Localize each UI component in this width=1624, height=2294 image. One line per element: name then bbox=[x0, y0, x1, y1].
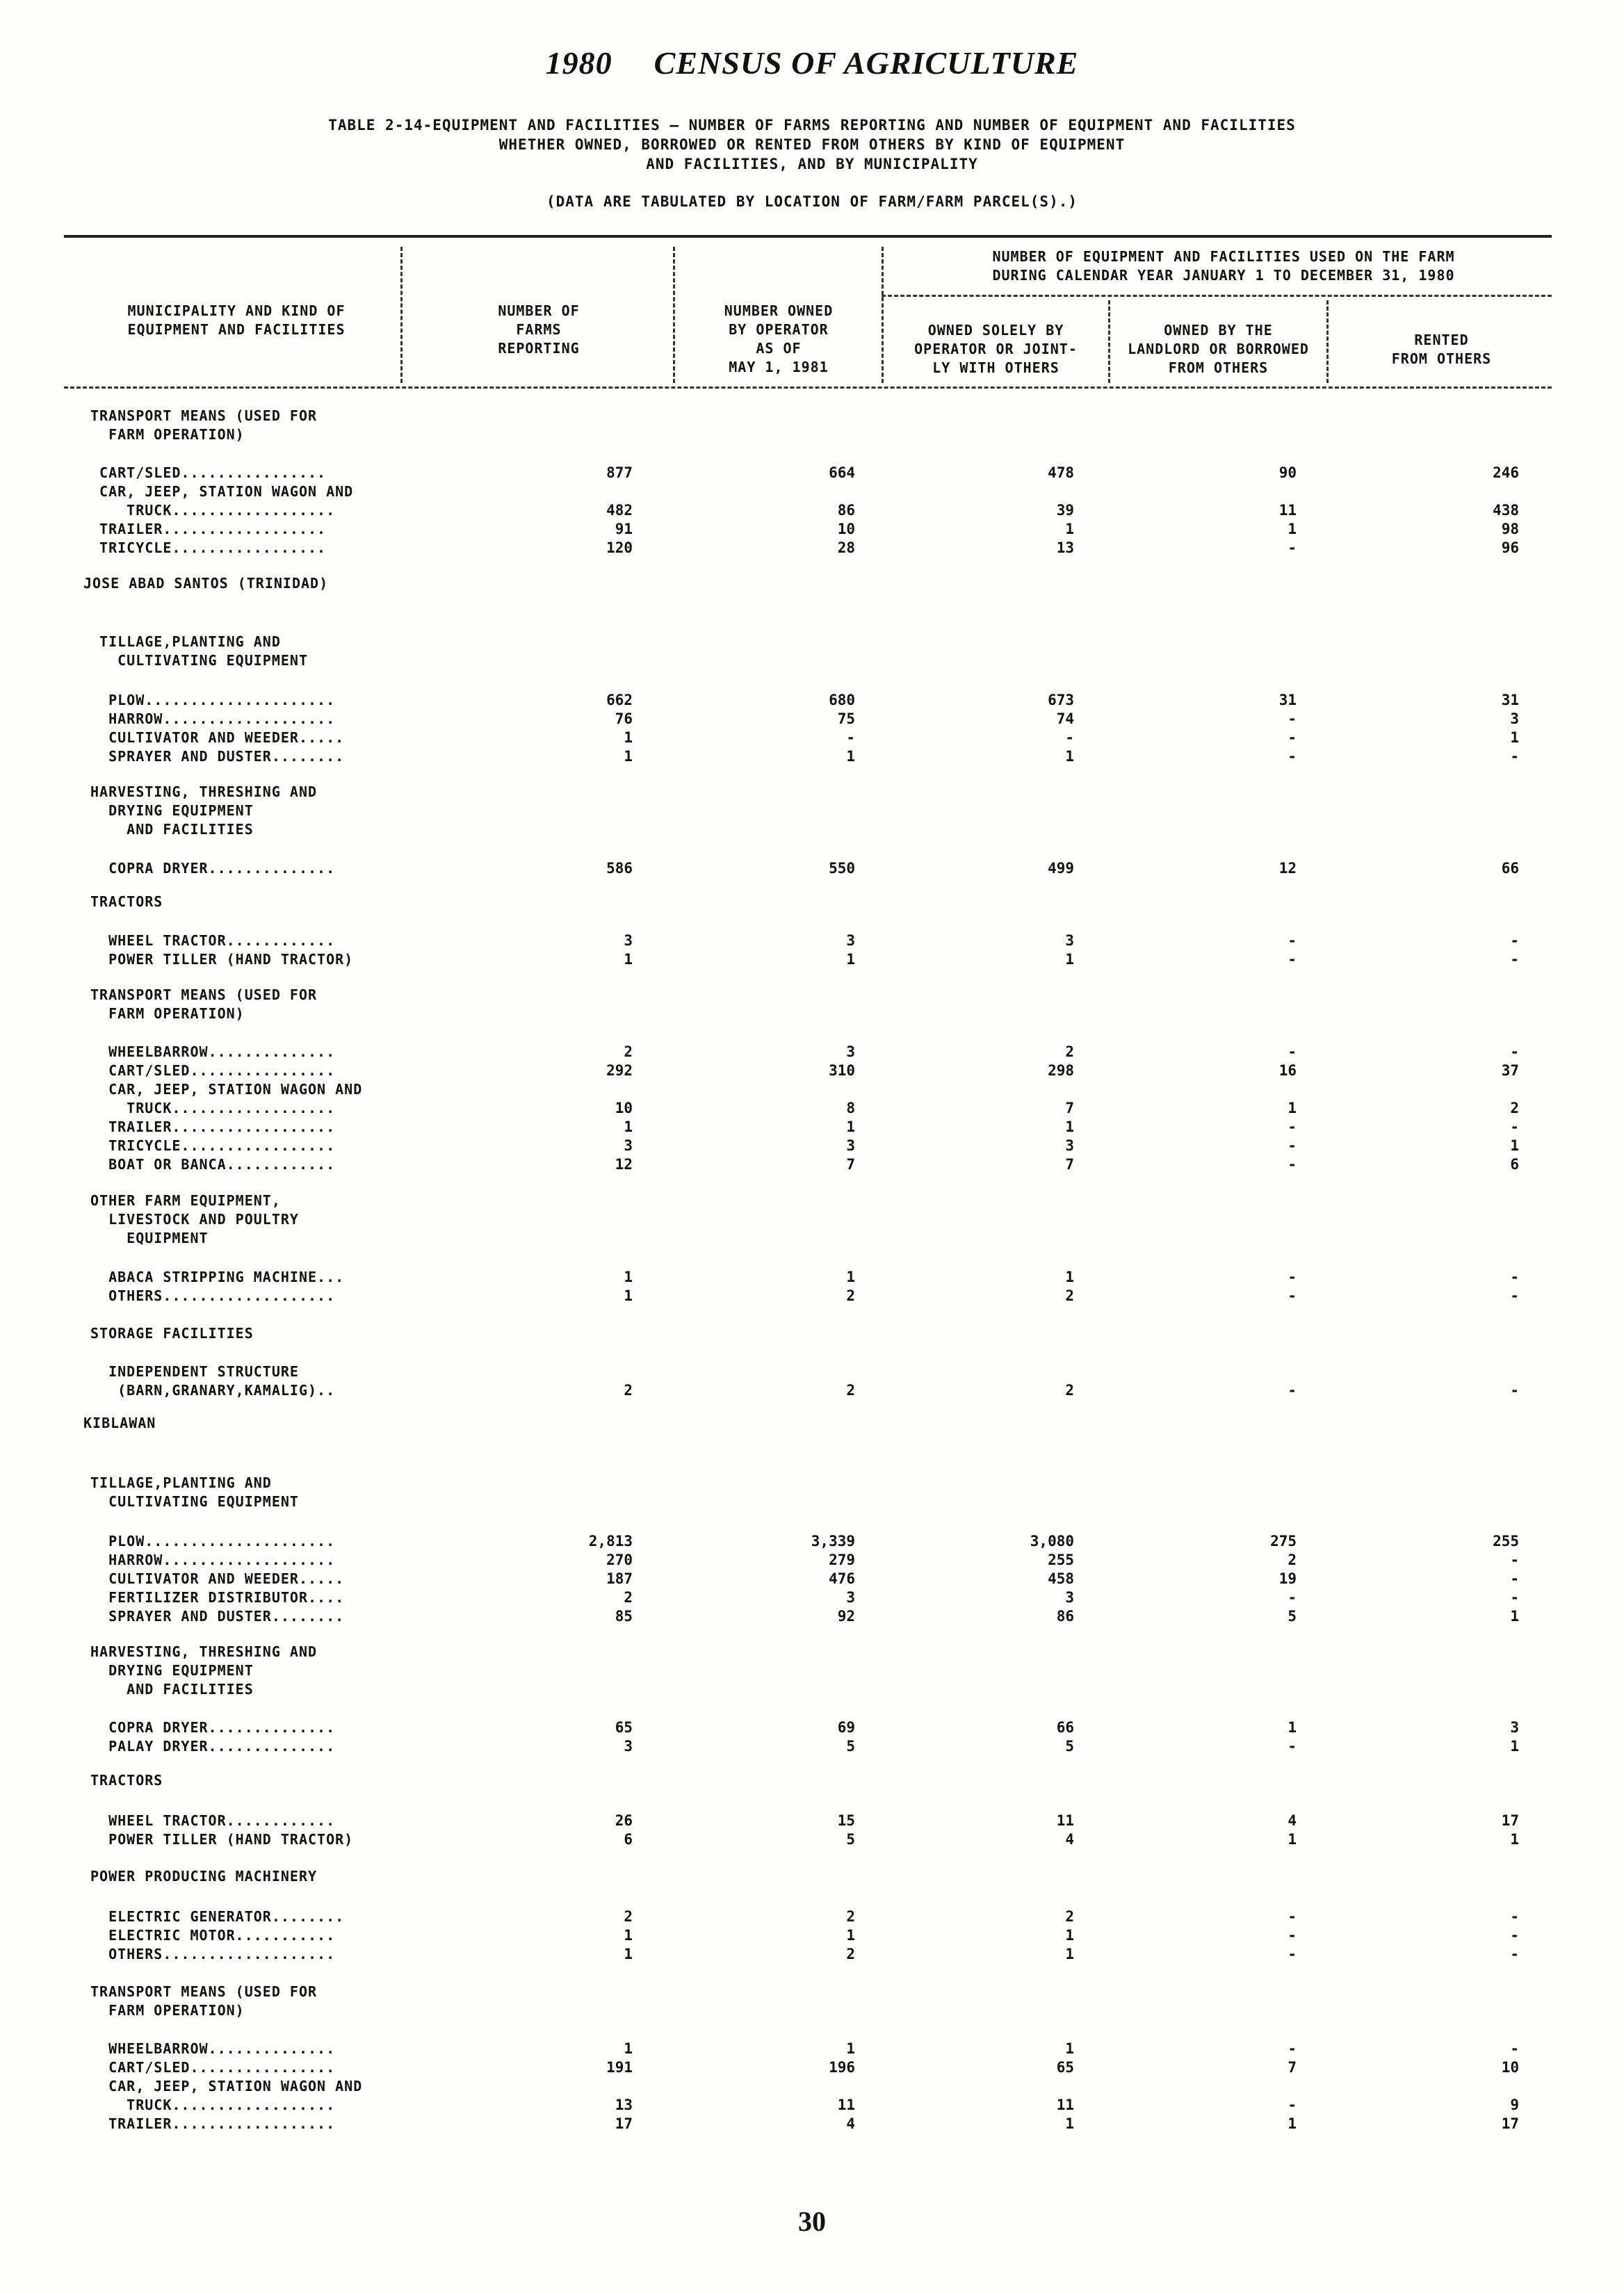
cell-farms-reporting: 1 bbox=[624, 1269, 633, 1285]
item-label: WHEEL TRACTOR............ bbox=[90, 1812, 336, 1829]
cell-owned-by-landlord: 1 bbox=[1288, 1100, 1297, 1116]
cell-owned-by-operator: 5 bbox=[846, 1831, 855, 1848]
cell-owned-by-operator: 1 bbox=[846, 748, 855, 765]
table-title-line-3: AND FACILITIES, AND BY MUNICIPALITY bbox=[646, 156, 978, 172]
cell-rented: 17 bbox=[1501, 2115, 1519, 2132]
cell-owned-by-operator: 1 bbox=[846, 1118, 855, 1135]
cell-rented: 1 bbox=[1510, 1608, 1519, 1625]
item-label: PLOW..................... bbox=[90, 692, 336, 708]
cell-owned-solely: 3 bbox=[1065, 932, 1074, 949]
item-label: WHEELBARROW.............. bbox=[90, 1043, 336, 1060]
item-label: SPRAYER AND DUSTER........ bbox=[90, 748, 345, 765]
cell-owned-by-landlord: 5 bbox=[1288, 1608, 1297, 1625]
cell-owned-solely: 673 bbox=[1048, 692, 1074, 708]
cell-owned-by-operator: 15 bbox=[837, 1812, 855, 1829]
cell-owned-by-operator: 1 bbox=[846, 1269, 855, 1285]
category-heading: TRANSPORT MEANS (USED FOR FARM OPERATION) bbox=[90, 407, 318, 443]
cell-owned-by-landlord: - bbox=[1288, 1287, 1297, 1304]
item-label: ELECTRIC GENERATOR........ bbox=[90, 1908, 345, 1925]
category-heading: TRANSPORT MEANS (USED FOR FARM OPERATION) bbox=[90, 1983, 318, 2019]
cell-owned-solely: 74 bbox=[1056, 710, 1074, 727]
cell-farms-reporting: 3 bbox=[624, 1137, 633, 1154]
cell-rented: - bbox=[1510, 1589, 1519, 1606]
cell-owned-by-operator: 2 bbox=[846, 1946, 855, 1962]
cell-owned-by-landlord: 1 bbox=[1288, 1831, 1297, 1848]
cell-farms-reporting: 1 bbox=[624, 1927, 633, 1944]
cell-rented: - bbox=[1510, 1043, 1519, 1060]
cell-owned-by-operator: 86 bbox=[837, 502, 855, 519]
cell-farms-reporting: 662 bbox=[606, 692, 633, 708]
cell-rented: - bbox=[1510, 1118, 1519, 1135]
item-label: CULTIVATOR AND WEEDER..... bbox=[90, 1570, 345, 1587]
cell-owned-by-landlord: - bbox=[1288, 1382, 1297, 1399]
cell-owned-solely: 39 bbox=[1056, 502, 1074, 519]
item-label: TRICYCLE................. bbox=[90, 1137, 336, 1154]
cell-owned-solely: 11 bbox=[1056, 1812, 1074, 1829]
cell-owned-solely: 65 bbox=[1056, 2059, 1074, 2076]
cell-owned-by-landlord: - bbox=[1288, 1946, 1297, 1962]
cell-rented: 1 bbox=[1510, 729, 1519, 746]
cell-farms-reporting: 6 bbox=[624, 1831, 633, 1848]
item-label: SPRAYER AND DUSTER........ bbox=[90, 1608, 345, 1625]
category-heading: HARVESTING, THRESHING AND DRYING EQUIPMENT AND FACILITIES bbox=[90, 1643, 318, 1698]
cell-rented: - bbox=[1510, 1946, 1519, 1962]
cell-owned-by-operator: 92 bbox=[837, 1608, 855, 1625]
cell-rented: - bbox=[1510, 1287, 1519, 1304]
page-number: 30 bbox=[798, 2206, 826, 2237]
cell-farms-reporting: 10 bbox=[615, 1100, 633, 1116]
cell-farms-reporting: 120 bbox=[606, 539, 633, 556]
cell-owned-by-landlord: - bbox=[1288, 539, 1297, 556]
cell-owned-solely: 2 bbox=[1065, 1908, 1074, 1925]
cell-owned-by-landlord: 90 bbox=[1278, 464, 1297, 481]
cell-owned-by-operator: 2 bbox=[846, 1287, 855, 1304]
cell-farms-reporting: 85 bbox=[615, 1608, 633, 1625]
col-header-rented: RENTED FROM OTHERS bbox=[1391, 332, 1492, 367]
cell-farms-reporting: 191 bbox=[606, 2059, 633, 2076]
cell-owned-by-landlord: - bbox=[1288, 1269, 1297, 1285]
table-note: (DATA ARE TABULATED BY LOCATION OF FARM/FARM PARCEL(S).) bbox=[546, 193, 1078, 210]
cell-owned-by-landlord: - bbox=[1288, 1927, 1297, 1944]
cell-rented: 66 bbox=[1501, 860, 1519, 877]
cell-owned-by-landlord: - bbox=[1288, 2097, 1297, 2113]
cell-farms-reporting: 1 bbox=[624, 1287, 633, 1304]
cell-owned-by-landlord: - bbox=[1288, 932, 1297, 949]
cell-rented: 1 bbox=[1510, 1738, 1519, 1755]
cell-farms-reporting: 12 bbox=[615, 1156, 633, 1173]
cell-rented: 2 bbox=[1510, 1100, 1519, 1116]
cell-rented: - bbox=[1510, 1927, 1519, 1944]
item-label: CULTIVATOR AND WEEDER..... bbox=[90, 729, 345, 746]
cell-owned-by-landlord: 1 bbox=[1288, 2115, 1297, 2132]
cell-farms-reporting: 482 bbox=[606, 502, 633, 519]
category-heading: OTHER FARM EQUIPMENT, LIVESTOCK AND POULTRY EQUIPMENT bbox=[90, 1192, 299, 1246]
item-label: CART/SLED................ bbox=[90, 1062, 336, 1079]
cell-owned-by-landlord: 31 bbox=[1278, 692, 1297, 708]
cell-owned-by-landlord: 4 bbox=[1288, 1812, 1297, 1829]
cell-owned-by-operator: 680 bbox=[829, 692, 855, 708]
item-label: HARROW................... bbox=[90, 1552, 336, 1568]
cell-owned-solely: 13 bbox=[1056, 539, 1074, 556]
table-title-line-2: WHETHER OWNED, BORROWED OR RENTED FROM OTHERS BY KIND OF EQUIPMENT bbox=[498, 136, 1126, 153]
item-label: OTHERS................... bbox=[90, 1946, 336, 1962]
cell-owned-solely: 3 bbox=[1065, 1589, 1074, 1606]
category-heading: TRACTORS bbox=[90, 1772, 163, 1789]
item-label: BOAT OR BANCA............ bbox=[90, 1156, 336, 1173]
item-label: TRAILER.................. bbox=[90, 1118, 336, 1135]
item-label: FERTILIZER DISTRIBUTOR.... bbox=[90, 1589, 345, 1606]
cell-rented: 10 bbox=[1501, 2059, 1519, 2076]
cell-owned-solely: 1 bbox=[1065, 1946, 1074, 1962]
cell-owned-solely: 5 bbox=[1065, 1738, 1074, 1755]
cell-owned-by-operator: 3 bbox=[846, 1589, 855, 1606]
cell-owned-solely: 86 bbox=[1056, 1608, 1074, 1625]
item-label: TRICYCLE................. bbox=[90, 539, 327, 556]
cell-rented: 438 bbox=[1493, 502, 1519, 519]
item-label: CAR, JEEP, STATION WAGON AND TRUCK.................. bbox=[108, 1081, 363, 1116]
item-label: CAR, JEEP, STATION WAGON AND TRUCK.................. bbox=[99, 483, 354, 519]
cell-farms-reporting: 1 bbox=[624, 951, 633, 968]
cell-rented: 31 bbox=[1501, 692, 1519, 708]
cell-rented: 98 bbox=[1501, 521, 1519, 537]
cell-owned-solely: 499 bbox=[1048, 860, 1074, 877]
cell-owned-by-operator: 11 bbox=[837, 2097, 855, 2113]
cell-owned-by-operator: 3 bbox=[846, 1137, 855, 1154]
cell-owned-by-landlord: - bbox=[1288, 748, 1297, 765]
cell-owned-by-landlord: - bbox=[1288, 2040, 1297, 2057]
cell-rented: - bbox=[1510, 1908, 1519, 1925]
cell-owned-by-operator: 1 bbox=[846, 1927, 855, 1944]
cell-owned-by-landlord: 1 bbox=[1288, 1719, 1297, 1736]
cell-farms-reporting: 26 bbox=[615, 1812, 633, 1829]
cell-rented: 255 bbox=[1493, 1533, 1519, 1549]
cell-owned-by-operator: 7 bbox=[846, 1156, 855, 1173]
cell-owned-solely: 1 bbox=[1065, 1927, 1074, 1944]
census-title: CENSUS OF AGRICULTURE bbox=[653, 45, 1079, 81]
cell-farms-reporting: 292 bbox=[606, 1062, 633, 1079]
item-label: TRAILER.................. bbox=[90, 521, 327, 537]
cell-owned-solely: 1 bbox=[1065, 951, 1074, 968]
item-label: PALAY DRYER.............. bbox=[90, 1738, 336, 1755]
category-heading: TRANSPORT MEANS (USED FOR FARM OPERATION) bbox=[90, 986, 318, 1022]
cell-owned-by-landlord: 11 bbox=[1278, 502, 1297, 519]
cell-owned-solely: 3 bbox=[1065, 1137, 1074, 1154]
cell-rented: 3 bbox=[1510, 710, 1519, 727]
item-label: POWER TILLER (HAND TRACTOR) bbox=[90, 951, 354, 968]
cell-farms-reporting: 13 bbox=[615, 2097, 633, 2113]
cell-owned-by-operator: 2 bbox=[846, 1908, 855, 1925]
cell-owned-by-landlord: - bbox=[1288, 1908, 1297, 1925]
col-header-group-used-on-farm: NUMBER OF EQUIPMENT AND FACILITIES USED ON THE FARM DURING CALENDAR YEAR JANUARY 1 TO DECEMBER 31, 1980 bbox=[992, 248, 1455, 284]
cell-owned-solely: 478 bbox=[1048, 464, 1074, 481]
cell-farms-reporting: 586 bbox=[606, 860, 633, 877]
cell-owned-by-operator: 3,339 bbox=[811, 1533, 855, 1549]
cell-owned-by-operator: 3 bbox=[846, 1043, 855, 1060]
cell-owned-solely: 1 bbox=[1065, 2115, 1074, 2132]
cell-farms-reporting: 3 bbox=[624, 932, 633, 949]
item-label: COPRA DRYER.............. bbox=[90, 1719, 336, 1736]
col-header-municipality: MUNICIPALITY AND KIND OF EQUIPMENT AND FACILITIES bbox=[127, 302, 346, 338]
cell-owned-solely: 1 bbox=[1065, 1269, 1074, 1285]
col-header-farms-reporting: NUMBER OF FARMS REPORTING bbox=[498, 302, 580, 357]
cell-owned-by-landlord: 275 bbox=[1270, 1533, 1297, 1549]
category-heading: HARVESTING, THRESHING AND DRYING EQUIPMENT AND FACILITIES bbox=[90, 783, 318, 838]
item-label: POWER TILLER (HAND TRACTOR) bbox=[90, 1831, 354, 1848]
cell-farms-reporting: 1 bbox=[624, 748, 633, 765]
cell-rented: - bbox=[1510, 2040, 1519, 2057]
cell-owned-by-landlord: 1 bbox=[1288, 521, 1297, 537]
cell-owned-by-operator: 476 bbox=[829, 1570, 855, 1587]
cell-owned-by-operator: 1 bbox=[846, 951, 855, 968]
cell-owned-by-operator: 69 bbox=[837, 1719, 855, 1736]
cell-farms-reporting: 877 bbox=[606, 464, 633, 481]
cell-owned-solely: 255 bbox=[1048, 1552, 1074, 1568]
item-label: CART/SLED................ bbox=[90, 464, 327, 481]
col-header-owned-by-landlord: OWNED BY THE LANDLORD OR BORROWED FROM OTHERS bbox=[1128, 322, 1309, 376]
cell-rented: - bbox=[1510, 1570, 1519, 1587]
cell-owned-solely: 4 bbox=[1065, 1831, 1074, 1848]
category-heading: POWER PRODUCING MACHINERY bbox=[90, 1868, 318, 1885]
cell-farms-reporting: 270 bbox=[606, 1552, 633, 1568]
cell-farms-reporting: 17 bbox=[615, 2115, 633, 2132]
cell-owned-by-operator: 28 bbox=[837, 539, 855, 556]
municipality-name: JOSE ABAD SANTOS (TRINIDAD) bbox=[83, 575, 329, 592]
cell-owned-by-operator: 3 bbox=[846, 932, 855, 949]
cell-owned-solely: 7 bbox=[1065, 1100, 1074, 1116]
item-label: WHEELBARROW.............. bbox=[90, 2040, 336, 2057]
cell-owned-solely: 298 bbox=[1048, 1062, 1074, 1079]
item-label: WHEEL TRACTOR............ bbox=[90, 932, 336, 949]
cell-owned-by-landlord: 16 bbox=[1278, 1062, 1297, 1079]
cell-owned-solely: 1 bbox=[1065, 521, 1074, 537]
cell-farms-reporting: 2 bbox=[624, 1043, 633, 1060]
cell-owned-by-operator: 664 bbox=[829, 464, 855, 481]
cell-owned-by-landlord: - bbox=[1288, 710, 1297, 727]
table-title-line-1: TABLE 2-14-EQUIPMENT AND FACILITIES — NUMBER OF FARMS REPORTING AND NUMBER OF EQUIPMENT AND FACILITIES bbox=[328, 117, 1296, 133]
cell-owned-by-operator: 4 bbox=[846, 2115, 855, 2132]
item-label: COPRA DRYER.............. bbox=[90, 860, 336, 877]
cell-owned-by-landlord: 19 bbox=[1278, 1570, 1297, 1587]
item-label: CART/SLED................ bbox=[90, 2059, 336, 2076]
cell-owned-by-landlord: - bbox=[1288, 1043, 1297, 1060]
cell-rented: 9 bbox=[1510, 2097, 1519, 2113]
cell-owned-solely: 2 bbox=[1065, 1382, 1074, 1399]
cell-owned-by-landlord: - bbox=[1288, 1738, 1297, 1755]
col-header-owned-by-operator: NUMBER OWNED BY OPERATOR AS OF MAY 1, 1981 bbox=[724, 302, 834, 375]
category-heading: STORAGE FACILITIES bbox=[90, 1325, 254, 1342]
cell-rented: - bbox=[1510, 1269, 1519, 1285]
cell-owned-by-operator: 550 bbox=[829, 860, 855, 877]
cell-owned-by-operator: 2 bbox=[846, 1382, 855, 1399]
cell-farms-reporting: 2 bbox=[624, 1589, 633, 1606]
cell-rented: 3 bbox=[1510, 1719, 1519, 1736]
cell-owned-by-operator: - bbox=[846, 729, 855, 746]
cell-farms-reporting: 3 bbox=[624, 1738, 633, 1755]
cell-owned-by-operator: 10 bbox=[837, 521, 855, 537]
cell-owned-by-operator: 5 bbox=[846, 1738, 855, 1755]
cell-owned-solely: 458 bbox=[1048, 1570, 1074, 1587]
cell-owned-by-landlord: - bbox=[1288, 729, 1297, 746]
cell-rented: 96 bbox=[1501, 539, 1519, 556]
cell-owned-by-operator: 279 bbox=[829, 1552, 855, 1568]
cell-farms-reporting: 1 bbox=[624, 1118, 633, 1135]
cell-owned-solely: 1 bbox=[1065, 748, 1074, 765]
cell-rented: - bbox=[1510, 1552, 1519, 1568]
item-label: ABACA STRIPPING MACHINE... bbox=[90, 1269, 345, 1285]
cell-owned-solely: 7 bbox=[1065, 1156, 1074, 1173]
cell-owned-by-operator: 1 bbox=[846, 2040, 855, 2057]
col-header-owned-solely: OWNED SOLELY BY OPERATOR OR JOINT- LY WITH OTHERS bbox=[914, 322, 1078, 376]
item-label: ELECTRIC MOTOR........... bbox=[90, 1927, 336, 1944]
item-label: OTHERS................... bbox=[90, 1287, 336, 1304]
cell-owned-by-landlord: - bbox=[1288, 1156, 1297, 1173]
item-label: INDEPENDENT STRUCTURE (BARN,GRANARY,KAMALIG).. bbox=[108, 1363, 336, 1399]
cell-owned-by-landlord: - bbox=[1288, 951, 1297, 968]
cell-rented: 1 bbox=[1510, 1137, 1519, 1154]
cell-farms-reporting: 76 bbox=[615, 710, 633, 727]
cell-owned-solely: - bbox=[1065, 729, 1074, 746]
item-label: TRAILER.................. bbox=[90, 2115, 336, 2132]
cell-rented: 17 bbox=[1501, 1812, 1519, 1829]
cell-owned-by-landlord: - bbox=[1288, 1589, 1297, 1606]
cell-owned-by-operator: 310 bbox=[829, 1062, 855, 1079]
item-label: PLOW..................... bbox=[90, 1533, 336, 1549]
cell-farms-reporting: 2 bbox=[624, 1908, 633, 1925]
cell-owned-solely: 2 bbox=[1065, 1287, 1074, 1304]
municipality-name: KIBLAWAN bbox=[83, 1415, 156, 1431]
census-year: 1980 bbox=[545, 45, 612, 81]
cell-rented: 37 bbox=[1501, 1062, 1519, 1079]
cell-owned-by-landlord: - bbox=[1288, 1137, 1297, 1154]
cell-farms-reporting: 91 bbox=[615, 521, 633, 537]
cell-owned-by-operator: 8 bbox=[846, 1100, 855, 1116]
cell-owned-solely: 66 bbox=[1056, 1719, 1074, 1736]
cell-owned-by-landlord: 7 bbox=[1288, 2059, 1297, 2076]
cell-rented: - bbox=[1510, 748, 1519, 765]
cell-farms-reporting: 1 bbox=[624, 729, 633, 746]
cell-owned-by-landlord: - bbox=[1288, 1118, 1297, 1135]
item-label: CAR, JEEP, STATION WAGON AND TRUCK.................. bbox=[108, 2078, 363, 2113]
category-heading: TILLAGE,PLANTING AND CULTIVATING EQUIPMENT bbox=[90, 1474, 299, 1510]
cell-rented: - bbox=[1510, 932, 1519, 949]
cell-owned-solely: 3,080 bbox=[1030, 1533, 1074, 1549]
cell-farms-reporting: 1 bbox=[624, 1946, 633, 1962]
cell-farms-reporting: 1 bbox=[624, 2040, 633, 2057]
cell-rented: 1 bbox=[1510, 1831, 1519, 1848]
cell-owned-solely: 1 bbox=[1065, 2040, 1074, 2057]
cell-farms-reporting: 187 bbox=[606, 1570, 633, 1587]
category-heading: TILLAGE,PLANTING AND CULTIVATING EQUIPMENT bbox=[99, 633, 308, 669]
cell-rented: 6 bbox=[1510, 1156, 1519, 1173]
cell-rented: - bbox=[1510, 1382, 1519, 1399]
cell-farms-reporting: 2,813 bbox=[588, 1533, 633, 1549]
cell-owned-by-operator: 196 bbox=[829, 2059, 855, 2076]
cell-rented: 246 bbox=[1493, 464, 1519, 481]
cell-owned-solely: 2 bbox=[1065, 1043, 1074, 1060]
cell-farms-reporting: 2 bbox=[624, 1382, 633, 1399]
cell-owned-by-landlord: 2 bbox=[1288, 1552, 1297, 1568]
cell-owned-solely: 1 bbox=[1065, 1118, 1074, 1135]
cell-farms-reporting: 65 bbox=[615, 1719, 633, 1736]
item-label: HARROW................... bbox=[90, 710, 336, 727]
cell-owned-by-landlord: 12 bbox=[1278, 860, 1297, 877]
category-heading: TRACTORS bbox=[90, 893, 163, 910]
cell-owned-by-operator: 75 bbox=[837, 710, 855, 727]
cell-rented: - bbox=[1510, 951, 1519, 968]
cell-owned-solely: 11 bbox=[1056, 2097, 1074, 2113]
